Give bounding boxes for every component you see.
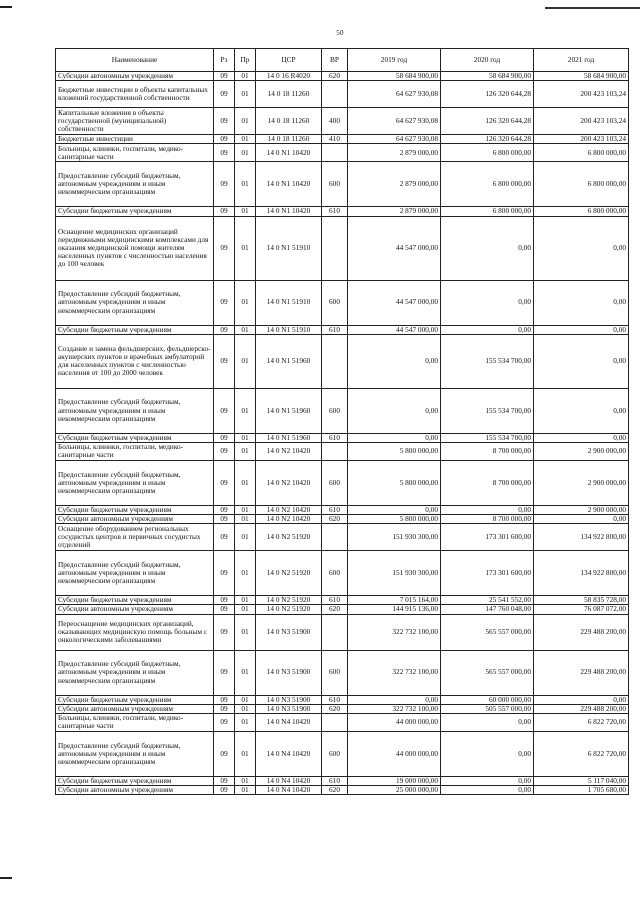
- cell-2021: 0,00: [534, 695, 629, 704]
- cell-name: Больницы, клиники, госпитали, медико-санитарные части: [56, 144, 214, 162]
- cell-2021: 229 488 200,00: [534, 614, 629, 650]
- cell-2019: 0,00: [348, 334, 441, 388]
- cell-2019: 322 732 100,00: [348, 650, 441, 695]
- cell-2021: 6 800 000,00: [534, 162, 629, 207]
- cell-2021: 200 423 103,24: [534, 135, 629, 144]
- cell-2021: 58 684 900,00: [534, 72, 629, 81]
- cell-rz: 09: [214, 596, 235, 605]
- cell-pr: 01: [235, 442, 256, 460]
- table-row: [56, 460, 629, 505]
- cell-2020: 8 700 000,00: [441, 515, 534, 524]
- cell-2019: 44 547 000,00: [348, 280, 441, 325]
- cell-2021: 200 423 103,24: [534, 81, 629, 108]
- cell-csr: 14 0 18 11260: [256, 108, 322, 135]
- cell-pr: 01: [235, 704, 256, 713]
- cell-2019: 0,00: [348, 695, 441, 704]
- header-year-2021: 2021 год: [534, 49, 629, 72]
- cell-name: Субсидии автономным учреждениям: [56, 605, 214, 614]
- cell-vr: 600: [322, 162, 348, 207]
- cell-name: Предоставление субсидий бюджетным, автономным учреждениям и иным некоммерческим организациям: [56, 388, 214, 433]
- cell-2019: 5 800 000,00: [348, 515, 441, 524]
- cell-2019: 64 627 930,08: [348, 81, 441, 108]
- cell-rz: 09: [214, 605, 235, 614]
- cell-2019: 322 732 100,00: [348, 614, 441, 650]
- cell-2020: 126 320 644,28: [441, 108, 534, 135]
- cell-rz: 09: [214, 144, 235, 162]
- cell-rz: 09: [214, 776, 235, 785]
- cell-pr: 01: [235, 144, 256, 162]
- cell-2020: 0,00: [441, 776, 534, 785]
- table-row: [56, 713, 629, 731]
- cell-vr: 610: [322, 207, 348, 216]
- cell-pr: 01: [235, 280, 256, 325]
- cell-2021: 6 822 720,00: [534, 731, 629, 776]
- cell-name: Субсидии автономным учреждениям: [56, 515, 214, 524]
- cell-pr: 01: [235, 72, 256, 81]
- cell-csr: 14 0 18 11260: [256, 81, 322, 108]
- table-row: [56, 280, 629, 325]
- table-row: [56, 135, 629, 144]
- cell-vr: 600: [322, 388, 348, 433]
- cell-rz: 09: [214, 280, 235, 325]
- table-row: [56, 515, 629, 524]
- cell-2020: 58 684 900,00: [441, 72, 534, 81]
- table-row: [56, 334, 629, 388]
- table-row: [56, 216, 629, 280]
- cell-vr: 610: [322, 325, 348, 334]
- cell-rz: 09: [214, 162, 235, 207]
- cell-2019: 44 547 000,00: [348, 216, 441, 280]
- cell-name: Оснащение медицинских организаций передвижными медицинскими комплексами для оказания медицинской помощи жителям населенных пунктов с численностью населения до 100 человек: [56, 216, 214, 280]
- cell-2020: 173 301 600,00: [441, 524, 534, 551]
- cell-csr: 14 0 N1 10420: [256, 162, 322, 207]
- header-pr: Пр: [235, 49, 256, 72]
- cell-rz: 09: [214, 72, 235, 81]
- cell-name: Субсидии автономным учреждениям: [56, 72, 214, 81]
- table-row: [56, 433, 629, 442]
- table-row: [56, 72, 629, 81]
- cell-2019: 44 000 000,00: [348, 731, 441, 776]
- cell-name: Предоставление субсидий бюджетным, автономным учреждениям и иным некоммерческим организациям: [56, 280, 214, 325]
- cell-2020: 8 700 000,00: [441, 442, 534, 460]
- cell-csr: 14 0 N4 10420: [256, 786, 322, 795]
- cell-vr: 600: [322, 731, 348, 776]
- table-row: [56, 704, 629, 713]
- cell-2019: 5 800 000,00: [348, 460, 441, 505]
- cell-name: Предоставление субсидий бюджетным, автономным учреждениям и иным некоммерческим организациям: [56, 551, 214, 596]
- table-row: [56, 144, 629, 162]
- cell-rz: 09: [214, 442, 235, 460]
- cell-rz: 09: [214, 786, 235, 795]
- cell-name: Субсидии бюджетным учреждениям: [56, 776, 214, 785]
- cell-pr: 01: [235, 325, 256, 334]
- cell-2019: 64 627 930,08: [348, 108, 441, 135]
- cell-name: Бюджетные инвестиции в объекты капитальных вложений государственной собственности: [56, 81, 214, 108]
- cell-rz: 09: [214, 515, 235, 524]
- cell-2019: 0,00: [348, 505, 441, 514]
- cell-2019: 0,00: [348, 388, 441, 433]
- cell-csr: 14 0 N2 10420: [256, 515, 322, 524]
- cell-name: Предоставление субсидий бюджетным, автономным учреждениям и иным некоммерческим организациям: [56, 731, 214, 776]
- cell-2020: 126 320 644,28: [441, 135, 534, 144]
- cell-pr: 01: [235, 776, 256, 785]
- cell-vr: [322, 216, 348, 280]
- cell-2021: 200 423 103,24: [534, 108, 629, 135]
- cell-csr: 14 0 N2 51920: [256, 596, 322, 605]
- cell-2019: 5 800 000,00: [348, 442, 441, 460]
- cell-name: Субсидии автономным учреждениям: [56, 704, 214, 713]
- cell-2019: 322 732 100,00: [348, 704, 441, 713]
- cell-csr: 14 0 N1 10420: [256, 144, 322, 162]
- cell-csr: 14 0 N1 10420: [256, 207, 322, 216]
- cell-2021: 1 705 680,00: [534, 786, 629, 795]
- cell-pr: 01: [235, 596, 256, 605]
- cell-vr: 600: [322, 280, 348, 325]
- cell-2021: 2 900 000,00: [534, 460, 629, 505]
- cell-csr: 14 0 N2 51920: [256, 605, 322, 614]
- cell-2021: 76 087 072,00: [534, 605, 629, 614]
- cell-csr: 14 0 18 11260: [256, 135, 322, 144]
- cell-rz: 09: [214, 551, 235, 596]
- cell-2020: 173 301 600,00: [441, 551, 534, 596]
- cell-name: Субсидии бюджетным учреждениям: [56, 325, 214, 334]
- cell-name: Больницы, клиники, госпитали, медико-санитарные части: [56, 442, 214, 460]
- cell-csr: 14 0 N3 51900: [256, 650, 322, 695]
- cell-2020: 0,00: [441, 505, 534, 514]
- cell-pr: 01: [235, 207, 256, 216]
- cell-rz: 09: [214, 135, 235, 144]
- cell-2021: 0,00: [534, 216, 629, 280]
- header-vr: ВР: [322, 49, 348, 72]
- cell-rz: 09: [214, 505, 235, 514]
- cell-csr: 14 0 N4 10420: [256, 713, 322, 731]
- table-body: [56, 72, 629, 795]
- cell-pr: 01: [235, 388, 256, 433]
- cell-name: Предоставление субсидий бюджетным, автономным учреждениям и иным некоммерческим организациям: [56, 162, 214, 207]
- cell-2020: 6 800 000,00: [441, 162, 534, 207]
- cell-vr: 610: [322, 596, 348, 605]
- cell-2020: 147 760 048,00: [441, 605, 534, 614]
- cell-csr: 14 0 N3 51900: [256, 614, 322, 650]
- cell-pr: 01: [235, 713, 256, 731]
- cell-2019: 151 930 300,00: [348, 551, 441, 596]
- cell-2021: 6 800 000,00: [534, 144, 629, 162]
- cell-2019: 2 879 000,00: [348, 162, 441, 207]
- cell-vr: [322, 334, 348, 388]
- cell-2021: 0,00: [534, 280, 629, 325]
- cell-csr: 14 0 N1 51960: [256, 388, 322, 433]
- cell-2020: 565 557 000,00: [441, 614, 534, 650]
- budget-table: [55, 48, 629, 795]
- table-row: [56, 108, 629, 135]
- cell-csr: 14 0 16 R4020: [256, 72, 322, 81]
- scan-edge-mark-top: [0, 6, 12, 8]
- cell-pr: 01: [235, 731, 256, 776]
- cell-2021: 2 900 000,00: [534, 505, 629, 514]
- cell-pr: 01: [235, 650, 256, 695]
- cell-pr: 01: [235, 551, 256, 596]
- cell-2021: 229 488 200,00: [534, 650, 629, 695]
- cell-2020: 0,00: [441, 713, 534, 731]
- cell-csr: 14 0 N1 51960: [256, 433, 322, 442]
- cell-2020: 8 700 000,00: [441, 460, 534, 505]
- cell-rz: 09: [214, 81, 235, 108]
- cell-2021: 0,00: [534, 388, 629, 433]
- cell-pr: 01: [235, 135, 256, 144]
- table-row: [56, 162, 629, 207]
- cell-vr: 620: [322, 704, 348, 713]
- table-row: [56, 325, 629, 334]
- cell-vr: [322, 713, 348, 731]
- cell-csr: 14 0 N2 51920: [256, 524, 322, 551]
- cell-vr: 610: [322, 776, 348, 785]
- cell-2020: 0,00: [441, 786, 534, 795]
- cell-2021: 2 900 000,00: [534, 442, 629, 460]
- cell-2020: 6 800 000,00: [441, 207, 534, 216]
- cell-name: Создание и замена фельдшерских, фельдшерско-акушерских пунктов и врачебных амбулаторий для населенных пунктов с численностью населения от 100 до 2000 человек: [56, 334, 214, 388]
- page-number: 50: [336, 29, 344, 37]
- header-csr: ЦСР: [256, 49, 322, 72]
- table-header-row: [56, 49, 629, 72]
- cell-rz: 09: [214, 695, 235, 704]
- cell-pr: 01: [235, 162, 256, 207]
- cell-2021: 134 922 800,00: [534, 551, 629, 596]
- cell-2021: 6 822 720,00: [534, 713, 629, 731]
- cell-2019: 151 930 300,00: [348, 524, 441, 551]
- cell-csr: 14 0 N1 51910: [256, 325, 322, 334]
- cell-2019: 25 000 000,00: [348, 786, 441, 795]
- cell-csr: 14 0 N3 51900: [256, 695, 322, 704]
- cell-pr: 01: [235, 605, 256, 614]
- cell-vr: 400: [322, 108, 348, 135]
- cell-csr: 14 0 N4 10420: [256, 776, 322, 785]
- cell-name: Больницы, клиники, госпитали, медико-санитарные части: [56, 713, 214, 731]
- cell-2019: 19 000 000,00: [348, 776, 441, 785]
- cell-vr: [322, 81, 348, 108]
- cell-name: Субсидии бюджетным учреждениям: [56, 433, 214, 442]
- cell-csr: 14 0 N2 10420: [256, 442, 322, 460]
- cell-2021: 229 488 200,00: [534, 704, 629, 713]
- table-row: [56, 551, 629, 596]
- cell-vr: 620: [322, 72, 348, 81]
- cell-pr: 01: [235, 786, 256, 795]
- table-row: [56, 695, 629, 704]
- table-row: [56, 786, 629, 795]
- cell-2020: 0,00: [441, 216, 534, 280]
- cell-2021: 0,00: [534, 515, 629, 524]
- cell-rz: 09: [214, 216, 235, 280]
- cell-name: Субсидии бюджетным учреждениям: [56, 207, 214, 216]
- cell-rz: 09: [214, 207, 235, 216]
- cell-2020: 0,00: [441, 280, 534, 325]
- cell-2019: 0,00: [348, 433, 441, 442]
- cell-vr: 610: [322, 505, 348, 514]
- cell-vr: [322, 442, 348, 460]
- header-year-2020: 2020 год: [441, 49, 534, 72]
- cell-2019: 44 547 000,00: [348, 325, 441, 334]
- cell-2021: 6 800 000,00: [534, 207, 629, 216]
- cell-rz: 09: [214, 325, 235, 334]
- cell-2021: 134 922 800,00: [534, 524, 629, 551]
- cell-rz: 09: [214, 388, 235, 433]
- cell-2020: 155 534 700,00: [441, 433, 534, 442]
- header-rz: Рз: [214, 49, 235, 72]
- cell-name: Предоставление субсидий бюджетным, автономным учреждениям и иным некоммерческим организациям: [56, 650, 214, 695]
- cell-name: Субсидии бюджетным учреждениям: [56, 505, 214, 514]
- cell-rz: 09: [214, 704, 235, 713]
- table-row: [56, 650, 629, 695]
- cell-2020: 505 557 000,00: [441, 704, 534, 713]
- cell-rz: 09: [214, 524, 235, 551]
- header-rule: [545, 7, 640, 9]
- cell-csr: 14 0 N2 51920: [256, 551, 322, 596]
- cell-pr: 01: [235, 695, 256, 704]
- cell-csr: 14 0 N3 51900: [256, 704, 322, 713]
- cell-csr: 14 0 N1 51960: [256, 334, 322, 388]
- table-row: [56, 81, 629, 108]
- cell-2020: 565 557 000,00: [441, 650, 534, 695]
- cell-rz: 09: [214, 614, 235, 650]
- cell-vr: [322, 524, 348, 551]
- cell-name: Предоставление субсидий бюджетным, автономным учреждениям и иным некоммерческим организациям: [56, 460, 214, 505]
- cell-2019: 58 684 900,00: [348, 72, 441, 81]
- cell-rz: 09: [214, 650, 235, 695]
- cell-name: Субсидии автономным учреждениям: [56, 786, 214, 795]
- cell-pr: 01: [235, 505, 256, 514]
- cell-vr: 620: [322, 605, 348, 614]
- header-name: Наименование: [56, 49, 214, 72]
- cell-pr: 01: [235, 81, 256, 108]
- cell-pr: 01: [235, 433, 256, 442]
- cell-rz: 09: [214, 731, 235, 776]
- cell-2019: 64 627 930,08: [348, 135, 441, 144]
- table-row: [56, 614, 629, 650]
- cell-pr: 01: [235, 524, 256, 551]
- cell-csr: 14 0 N2 10420: [256, 460, 322, 505]
- cell-csr: 14 0 N1 51910: [256, 280, 322, 325]
- table-row: [56, 388, 629, 433]
- cell-2019: 144 915 136,00: [348, 605, 441, 614]
- cell-csr: 14 0 N4 10420: [256, 731, 322, 776]
- table-row: [56, 605, 629, 614]
- cell-pr: 01: [235, 614, 256, 650]
- cell-2020: 60 000 000,00: [441, 695, 534, 704]
- cell-2019: 44 000 000,00: [348, 713, 441, 731]
- cell-vr: 410: [322, 135, 348, 144]
- cell-2020: 0,00: [441, 325, 534, 334]
- table-row: [56, 442, 629, 460]
- cell-name: Субсидии бюджетным учреждениям: [56, 596, 214, 605]
- cell-2020: 6 800 000,00: [441, 144, 534, 162]
- cell-2021: 0,00: [534, 334, 629, 388]
- cell-name: Переоснащение медицинских организаций, оказывающих медицинскую помощь больным с онкологическими заболеваниями: [56, 614, 214, 650]
- cell-vr: [322, 144, 348, 162]
- cell-vr: 620: [322, 515, 348, 524]
- cell-2019: 2 879 000,00: [348, 144, 441, 162]
- cell-pr: 01: [235, 216, 256, 280]
- cell-vr: 610: [322, 433, 348, 442]
- cell-2019: 7 015 164,00: [348, 596, 441, 605]
- cell-csr: 14 0 N2 10420: [256, 505, 322, 514]
- cell-2021: 0,00: [534, 433, 629, 442]
- cell-2020: 25 541 552,00: [441, 596, 534, 605]
- cell-name: Бюджетные инвестиции: [56, 135, 214, 144]
- cell-name: Капитальные вложения в объекты государственной (муниципальной) собственности: [56, 108, 214, 135]
- scan-edge-mark-bottom: [0, 877, 12, 879]
- cell-2021: 58 835 728,00: [534, 596, 629, 605]
- cell-vr: 600: [322, 460, 348, 505]
- cell-name: Оснащение оборудованием региональных сосудистых центров и первичных сосудистых отделений: [56, 524, 214, 551]
- cell-rz: 09: [214, 433, 235, 442]
- cell-2021: 5 117 040,00: [534, 776, 629, 785]
- cell-vr: 600: [322, 551, 348, 596]
- cell-pr: 01: [235, 515, 256, 524]
- cell-vr: [322, 614, 348, 650]
- cell-name: Субсидии бюджетным учреждениям: [56, 695, 214, 704]
- cell-2020: 126 320 644,28: [441, 81, 534, 108]
- cell-rz: 09: [214, 334, 235, 388]
- cell-2021: 0,00: [534, 325, 629, 334]
- cell-pr: 01: [235, 334, 256, 388]
- table-row: [56, 731, 629, 776]
- cell-vr: 610: [322, 695, 348, 704]
- header-year-2019: 2019 год: [348, 49, 441, 72]
- cell-2020: 0,00: [441, 731, 534, 776]
- table-row: [56, 524, 629, 551]
- cell-csr: 14 0 N1 51910: [256, 216, 322, 280]
- cell-2019: 2 879 000,00: [348, 207, 441, 216]
- cell-vr: 620: [322, 786, 348, 795]
- cell-rz: 09: [214, 460, 235, 505]
- cell-pr: 01: [235, 460, 256, 505]
- cell-rz: 09: [214, 108, 235, 135]
- cell-2020: 155 534 700,00: [441, 388, 534, 433]
- table-row: [56, 207, 629, 216]
- cell-2020: 155 534 700,00: [441, 334, 534, 388]
- cell-rz: 09: [214, 713, 235, 731]
- cell-pr: 01: [235, 108, 256, 135]
- cell-vr: 600: [322, 650, 348, 695]
